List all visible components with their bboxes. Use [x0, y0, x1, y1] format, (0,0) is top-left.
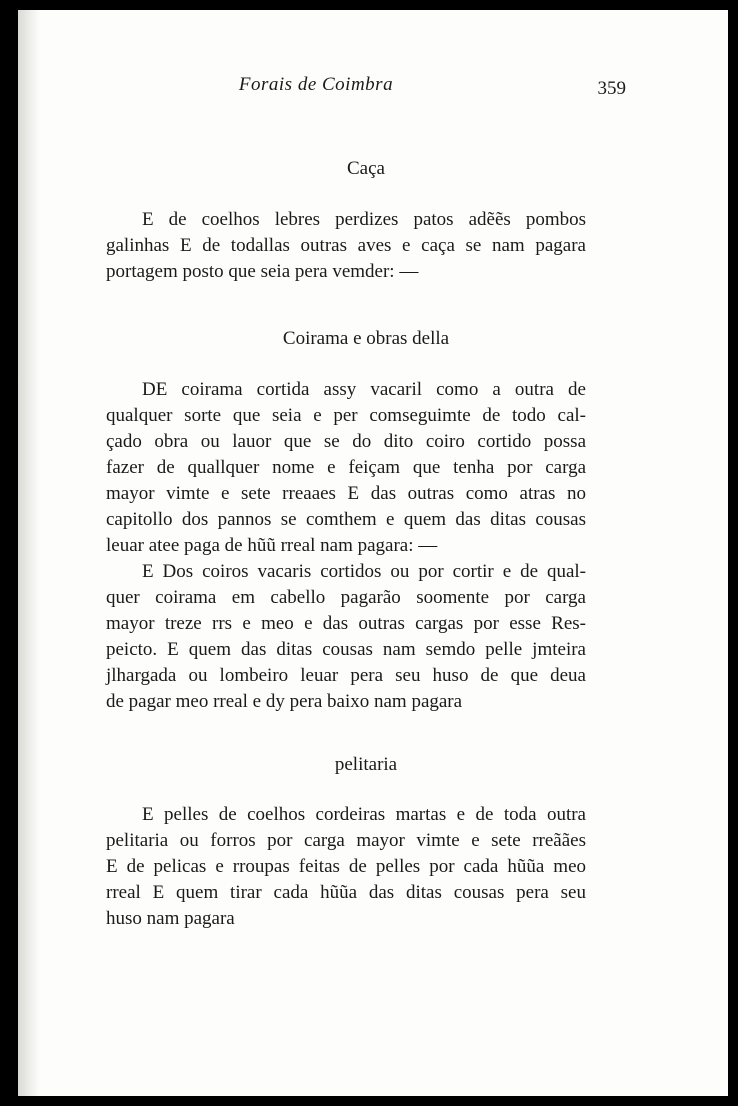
text-line: E Dos coiros vacaris cortidos ou por cortir e de qual-: [142, 561, 586, 582]
text-line: de pagar meo rreal e dy pera baixo nam pagara: [106, 691, 463, 712]
text-line: DE coirama cortida assy vacaril como a outra de: [142, 379, 586, 400]
text-line: portagem posto que seia pera vemder: —: [106, 261, 419, 282]
text-line: E de coelhos lebres perdizes patos adẽẽs pombos: [142, 209, 586, 230]
text-line: mayor treze rrs e meo e das outras cargas por esse Res-: [106, 613, 586, 634]
text-line: E de pelicas e rroupas feitas de pelles por cada hũũa meo: [106, 856, 586, 877]
book-page: [18, 10, 728, 1096]
text-line: jlhargada ou lombeiro leuar pera seu huso de que deua: [106, 665, 586, 686]
text-line: qualquer sorte que seia e per comseguimte de todo cal-: [106, 405, 586, 426]
paragraph-pelitaria: [106, 802, 586, 932]
paragraph-coirama-1: [106, 377, 586, 559]
page-gutter-shadow: [18, 10, 40, 1096]
paragraph-coirama-2: [106, 559, 586, 715]
page-number: 359: [597, 78, 626, 99]
text-line: pelitaria ou forros por carga mayor vimte e sete rreãães: [106, 830, 586, 851]
text-line: çado obra ou lauor que se do dito coiro cortido possa: [106, 431, 586, 452]
running-title: Forais de Coimbra: [238, 74, 394, 95]
section-heading-caca: Caça: [347, 158, 385, 179]
text-line: quer coirama em cabello pagarão soomente por carga: [106, 587, 586, 608]
running-header: [106, 74, 626, 104]
section-heading-coirama: Coirama e obras della: [282, 328, 450, 349]
text-line: huso nam pagara: [106, 908, 235, 929]
section-heading-pelitaria: pelitaria: [334, 754, 398, 775]
text-line: leuar atee paga de hũũ rreal nam pagara: —: [106, 535, 438, 556]
text-line: fazer de quallquer nome e feiçam que tenha por carga: [106, 457, 586, 478]
text-line: capitollo dos pannos se comthem e quem das ditas cousas: [106, 509, 586, 530]
text-line: E pelles de coelhos cordeiras martas e de toda outra: [142, 804, 586, 825]
text-line: galinhas E de todallas outras aves e caça se nam pagara: [106, 235, 586, 256]
text-line: mayor vimte e sete rreaaes E das outras como atras no: [106, 483, 586, 504]
paragraph-caca: [106, 207, 586, 285]
text-line: rreal E quem tirar cada hũũa das ditas cousas pera seu: [106, 882, 586, 903]
text-line: peicto. E quem das ditas cousas nam semdo pelle jmteira: [106, 639, 586, 660]
